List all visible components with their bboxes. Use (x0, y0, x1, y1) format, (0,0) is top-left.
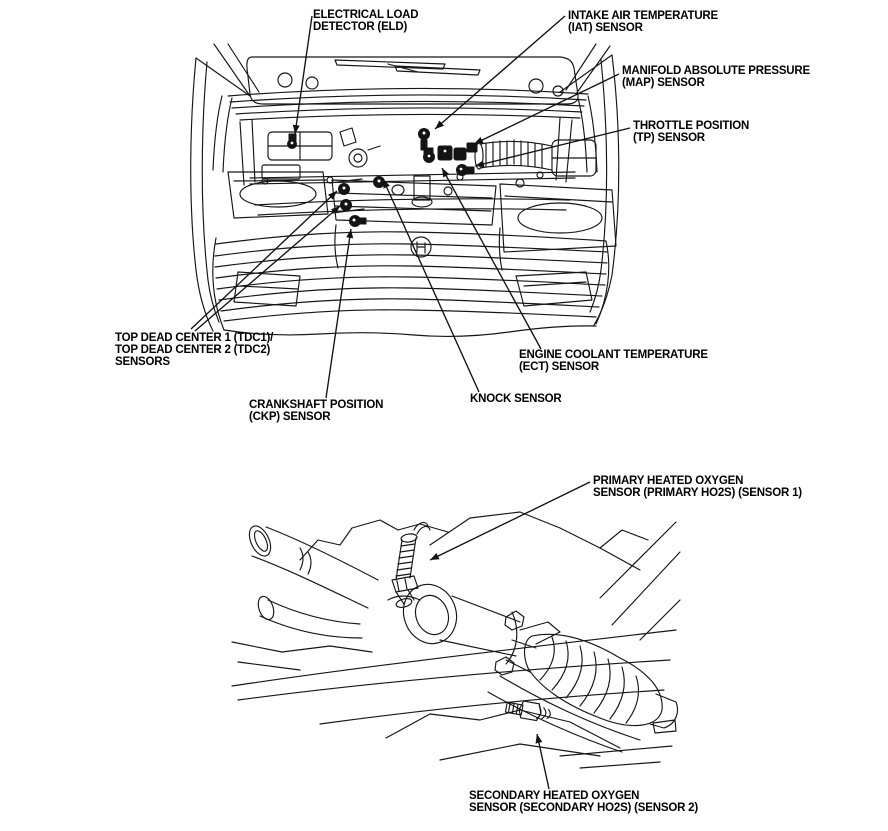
callout-secondary-ho2s-line1: SECONDARY HEATED OXYGEN (469, 790, 640, 802)
callout-secondary-ho2s-line2: SENSOR (SECONDARY HO2S) (SENSOR 2) (469, 802, 698, 814)
underbody-panels (232, 512, 680, 768)
callout-knock-line1: KNOCK SENSOR (470, 393, 562, 405)
right-fog-slot (516, 272, 592, 306)
callout-tp-line1: THROTTLE POSITION (633, 120, 750, 132)
tdc1-sensor-marker (339, 184, 350, 195)
callout-eld-line2: DETECTOR (ELD) (313, 21, 408, 33)
callout-eld-line1: ELECTRICAL LOAD (313, 9, 419, 21)
callout-ect-line2: (ECT) SENSOR (519, 361, 600, 373)
right-headlight (500, 184, 616, 252)
exhaust-illustration (232, 512, 680, 768)
ect-leader-line (442, 168, 541, 349)
callout-primary-ho2s-line1: PRIMARY HEATED OXYGEN (593, 475, 744, 487)
callout-tdc-line3: SENSORS (115, 356, 170, 368)
callout-iat-line1: INTAKE AIR TEMPERATURE (568, 10, 718, 22)
ckp-leader-line (326, 229, 351, 398)
callout-knock (470, 393, 562, 405)
primary-ho2s-sensor (388, 523, 430, 609)
callout-ckp-line1: CRANKSHAFT POSITION (249, 399, 384, 411)
iat-leader-line (435, 16, 565, 129)
cowl-panel (228, 57, 588, 120)
callout-tp (633, 120, 749, 144)
exhaust-pipes (245, 523, 524, 675)
engine-bay-illustration (191, 44, 619, 336)
callout-map (622, 65, 810, 89)
primary-ho2s-leader-line (430, 482, 590, 560)
knock-sensor-marker (374, 177, 385, 188)
callout-iat (568, 10, 718, 34)
callout-ect-line1: ENGINE COOLANT TEMPERATURE (519, 349, 708, 361)
callout-map-line1: MANIFOLD ABSOLUTE PRESSURE (622, 65, 810, 77)
bumper-bottom-edge (224, 326, 596, 337)
callout-secondary-ho2s (469, 790, 698, 814)
callout-tdc-line1: TOP DEAD CENTER 1 (TDC1)/ (115, 332, 274, 344)
ckp-sensor-marker (350, 216, 367, 227)
secondary-ho2s-leader-line (537, 734, 549, 789)
map-sensor-marker (438, 143, 477, 160)
callout-ckp-line2: (CKP) SENSOR (249, 411, 331, 423)
tdc2-sensor-marker (341, 200, 352, 211)
eld-sensor-marker (288, 134, 297, 149)
callout-ckp (249, 399, 383, 423)
callout-tp-line2: (TP) SENSOR (633, 132, 705, 144)
knock-leader-line (383, 179, 479, 392)
callout-primary-ho2s-line2: SENSOR (PRIMARY HO2S) (SENSOR 1) (593, 487, 802, 499)
callout-tdc (115, 332, 273, 368)
engine-bay-components (240, 118, 596, 215)
iat-sensor-marker (419, 129, 430, 151)
callout-map-line2: (MAP) SENSOR (622, 77, 705, 89)
callout-primary-ho2s (593, 475, 802, 499)
ect-sensor-marker (424, 148, 435, 163)
callout-eld (313, 9, 418, 33)
callout-ect (519, 349, 708, 373)
callout-tdc-line2: TOP DEAD CENTER 2 (TDC2) (115, 344, 271, 356)
callout-iat-line2: (IAT) SENSOR (568, 22, 643, 34)
